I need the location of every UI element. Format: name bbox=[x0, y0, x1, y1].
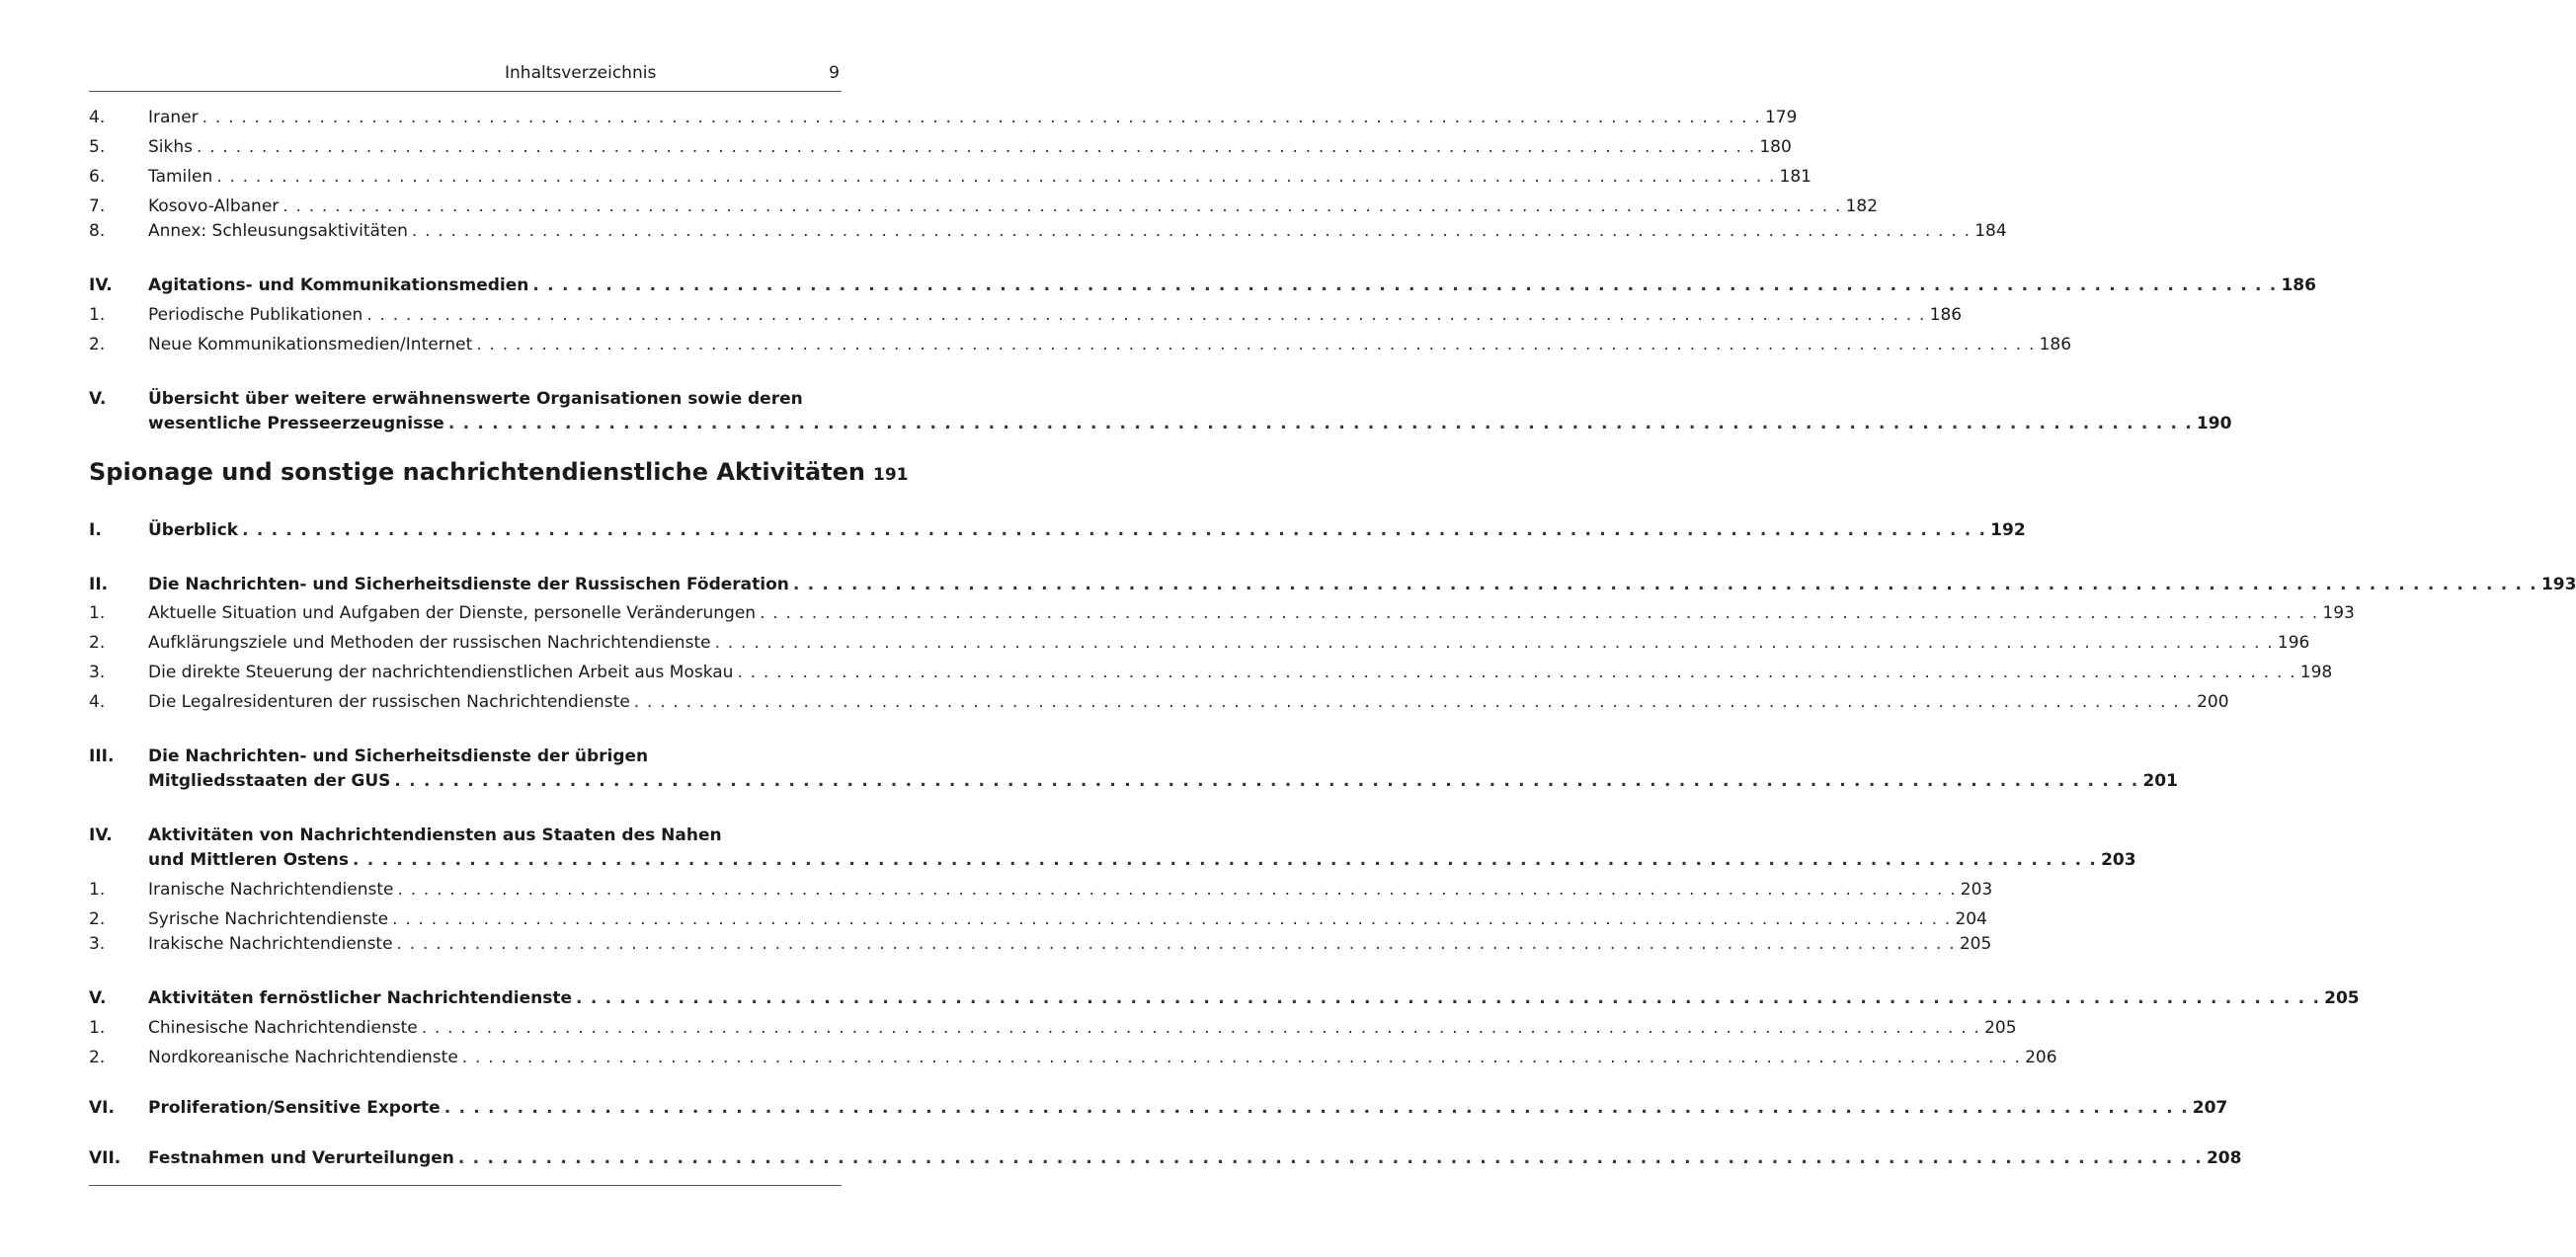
toc-entry[interactable] bbox=[89, 221, 2007, 245]
toc-section-continued[interactable] bbox=[89, 850, 2136, 874]
toc-page: 203 bbox=[2101, 850, 2136, 870]
dot-leader: . . . . . . . . . . . . . . . . . . . . . . . . . . . . . . . . . . . . . . . . . . . . . . . . . . . . . . . . . . . . . . . . . . . . . . . . . . . . . . . . . . . . . . . . . . . . . . . . . . . . . . . . . . . . . . . . . . . . . . . . bbox=[447, 414, 2193, 433]
dot-leader: . . . . . . . . . . . . . . . . . . . . . . . . . . . . . . . . . . . . . . . . . . . . . . . . . . . . . . . . . . . . . . . . . . . . . . . . . . . . . . . . . . . . . . . . . . . . . . . . . . . . . . . . . . . . . . . . . . . . . . . . bbox=[461, 1048, 2022, 1067]
toc-page: 179 bbox=[1764, 108, 1798, 127]
dot-leader: . . . . . . . . . . . . . . . . . . . . . . . . . . . . . . . . . . . . . . . . . . . . . . . . . . . . . . . . . . . . . . . . . . . . . . . . . . . . . . . . . . . . . . . . . . . . . . . . . . . . . . . . . . . . . . . . . . . . . . . . bbox=[457, 1148, 2203, 1168]
toc-title: Syrische Nachrichtendienste bbox=[148, 909, 389, 929]
toc-section[interactable] bbox=[89, 575, 2576, 598]
dot-leader: . . . . . . . . . . . . . . . . . . . . . . . . . . . . . . . . . . . . . . . . . . . . . . . . . . . . . . . . . . . . . . . . . . . . . . . . . . . . . . . . . . . . . . . . . . . . . . . . . . . . . . . . . . . . . . . . . . . . . . . . bbox=[737, 663, 2296, 682]
toc-title: Kosovo-Albaner bbox=[148, 196, 280, 216]
toc-entry[interactable] bbox=[89, 108, 1798, 131]
toc-page: 191 bbox=[872, 465, 909, 485]
toc-title: Agitations- und Kommunikationsmedien bbox=[148, 275, 529, 295]
dot-leader: . . . . . . . . . . . . . . . . . . . . . . . . . . . . . . . . . . . . . . . . . . . . . . . . . . . . . . . . . . . . . . . . . . . . . . . . . . . . . . . . . . . . . . . . . . . . . . . . . . . . . . . . . . . . . . . . . . . . . . . . bbox=[201, 108, 1761, 127]
toc-page: 207 bbox=[2192, 1098, 2228, 1118]
toc-page: 186 bbox=[1929, 305, 1963, 325]
toc-entry[interactable] bbox=[89, 167, 1811, 191]
toc-entry[interactable] bbox=[89, 663, 2333, 686]
toc-entry[interactable] bbox=[89, 1018, 2017, 1042]
toc-number: 6. bbox=[89, 167, 106, 187]
dot-leader: . . . . . . . . . . . . . . . . . . . . . . . . . . . . . . . . . . . . . . . . . . . . . . . . . . . . . . . . . . . . . . . . . . . . . . . . . . . . . . . . . . . . . . . . . . . . . . . . . . . . . . . . . . . . . . . . . . . . . . . . bbox=[532, 275, 2278, 295]
toc-section[interactable] bbox=[89, 275, 2316, 299]
dot-leader: . . . . . . . . . . . . . . . . . . . . . . . . . . . . . . . . . . . . . . . . . . . . . . . . . . . . . . . . . . . . . . . . . . . . . . . . . . . . . . . . . . . . . . . . . . . . . . . . . . . . . . . . . . . . . . . . . . . . . . . . bbox=[760, 603, 2319, 623]
dot-leader: . . . . . . . . . . . . . . . . . . . . . . . . . . . . . . . . . . . . . . . . . . . . . . . . . . . . . . . . . . . . . . . . . . . . . . . . . . . . . . . . . . . . . . . . . . . . . . . . . . . . . . . . . . . . . . . . . . . . . . . . bbox=[443, 1098, 2189, 1118]
dot-leader: . . . . . . . . . . . . . . . . . . . . . . . . . . . . . . . . . . . . . . . . . . . . . . . . . . . . . . . . . . . . . . . . . . . . . . . . . . . . . . . . . . . . . . . . . . . . . . . . . . . . . . . . . . . . . . . . . . . . . . . . bbox=[366, 305, 1926, 325]
toc-chapter[interactable] bbox=[89, 458, 909, 486]
toc-title: Iranische Nachrichtendienste bbox=[148, 880, 394, 900]
toc-number: 7. bbox=[89, 196, 106, 216]
toc-title-continued: Mitgliedsstaaten der GUS bbox=[148, 771, 391, 791]
dot-leader: . . . . . . . . . . . . . . . . . . . . . . . . . . . . . . . . . . . . . . . . . . . . . . . . . . . . . . . . . . . . . . . . . . . . . . . . . . . . . . . . . . . . . . . . . . . . . . . . . . . . . . . . . . . . . . . . . . . . . . . . bbox=[282, 196, 1842, 216]
dot-leader: . . . . . . . . . . . . . . . . . . . . . . . . . . . . . . . . . . . . . . . . . . . . . . . . . . . . . . . . . . . . . . . . . . . . . . . . . . . . . . . . . . . . . . . . . . . . . . . . . . . . . . . . . . . . . . . . . . . . . . . . bbox=[633, 692, 2194, 712]
toc-page: 205 bbox=[1959, 934, 1992, 954]
toc-entry[interactable] bbox=[89, 335, 2072, 358]
running-title: Inhaltsverzeichnis bbox=[505, 63, 657, 83]
toc-entry[interactable] bbox=[89, 633, 2310, 657]
toc-entry[interactable] bbox=[89, 692, 2229, 716]
toc-page: 192 bbox=[1990, 520, 2026, 540]
toc-number: 1. bbox=[89, 1018, 106, 1038]
toc-number: 2. bbox=[89, 633, 106, 653]
page-header bbox=[89, 61, 842, 92]
toc-number: V. bbox=[89, 988, 107, 1008]
toc-page: 204 bbox=[1955, 909, 1987, 929]
toc-title-continued: wesentliche Presseerzeugnisse bbox=[148, 414, 444, 433]
toc-section[interactable] bbox=[89, 988, 2360, 1012]
toc-number: III. bbox=[89, 746, 115, 766]
toc-section[interactable] bbox=[89, 1148, 2242, 1172]
chapter-title: Spionage und sonstige nachrichtendienstliche Aktivitäten bbox=[89, 458, 865, 486]
toc-number: IV. bbox=[89, 825, 113, 845]
toc-section[interactable] bbox=[89, 825, 842, 849]
toc-section[interactable] bbox=[89, 520, 2026, 544]
toc-number: 8. bbox=[89, 221, 106, 241]
toc-number: II. bbox=[89, 575, 109, 594]
toc-entry[interactable] bbox=[89, 196, 1879, 220]
toc-title: Überblick bbox=[148, 520, 239, 540]
toc-entry[interactable] bbox=[89, 137, 1792, 161]
toc-page: 193 bbox=[2322, 603, 2355, 623]
dot-leader: . . . . . . . . . . . . . . . . . . . . . . . . . . . . . . . . . . . . . . . . . . . . . . . . . . . . . . . . . . . . . . . . . . . . . . . . . . . . . . . . . . . . . . . . . . . . . . . . . . . . . . . . . . . . . . . . . . . . . . . . bbox=[421, 1018, 1981, 1038]
toc-page: 198 bbox=[2299, 663, 2333, 682]
toc-title: Irakische Nachrichtendienste bbox=[148, 934, 393, 954]
dot-leader: . . . . . . . . . . . . . . . . . . . . . . . . . . . . . . . . . . . . . . . . . . . . . . . . . . . . . . . . . . . . . . . . . . . . . . . . . . . . . . . . . . . . . . . . . . . . . . . . . . . . . . . . . . . . . . . . . . . . . . . . bbox=[394, 771, 2139, 791]
toc-title: Iraner bbox=[148, 108, 199, 127]
toc-entry[interactable] bbox=[89, 909, 1987, 933]
toc-title: Aktivitäten von Nachrichtendiensten aus Staaten des Nahen bbox=[148, 825, 722, 845]
toc-entry[interactable] bbox=[89, 934, 1992, 958]
toc-title-continued: und Mittleren Ostens bbox=[148, 850, 350, 870]
toc-page: 190 bbox=[2196, 414, 2232, 433]
toc-number: 3. bbox=[89, 663, 106, 682]
toc-number: 3. bbox=[89, 934, 106, 954]
toc-number: 4. bbox=[89, 692, 106, 712]
toc-title: Chinesische Nachrichtendienste bbox=[148, 1018, 418, 1038]
toc-page: 203 bbox=[1960, 880, 1993, 900]
toc-number: 1. bbox=[89, 603, 106, 623]
dot-leader: . . . . . . . . . . . . . . . . . . . . . . . . . . . . . . . . . . . . . . . . . . . . . . . . . . . . . . . . . . . . . . . . . . . . . . . . . . . . . . . . . . . . . . . . . . . . . . . . . . . . . . . . . . . . . . . . . . . . . . . . bbox=[396, 934, 1956, 954]
toc-page: 182 bbox=[1845, 196, 1879, 216]
toc-page: 206 bbox=[2025, 1048, 2057, 1067]
toc-number: 2. bbox=[89, 909, 106, 929]
dot-leader: . . . . . . . . . . . . . . . . . . . . . . . . . . . . . . . . . . . . . . . . . . . . . . . . . . . . . . . . . . . . . . . . . . . . . . . . . . . . . . . . . . . . . . . . . . . . . . . . . . . . . . . . . . . . . . . . . . . . . . . . bbox=[476, 335, 2036, 354]
toc-number: 4. bbox=[89, 108, 106, 127]
toc-page: 200 bbox=[2197, 692, 2229, 712]
toc-title: Neue Kommunikationsmedien/Internet bbox=[148, 335, 473, 354]
dot-leader: . . . . . . . . . . . . . . . . . . . . . . . . . . . . . . . . . . . . . . . . . . . . . . . . . . . . . . . . . . . . . . . . . . . . . . . . . . . . . . . . . . . . . . . . . . . . . . . . . . . . . . . . . . . . . . . . . . . . . . . . bbox=[197, 137, 1756, 157]
toc-number: I. bbox=[89, 520, 102, 540]
toc-number: V. bbox=[89, 389, 107, 409]
toc-number: 1. bbox=[89, 305, 106, 325]
toc-title: Festnahmen und Verurteilungen bbox=[148, 1148, 454, 1168]
dot-leader: . . . . . . . . . . . . . . . . . . . . . . . . . . . . . . . . . . . . . . . . . . . . . . . . . . . . . . . . . . . . . . . . . . . . . . . . . . . . . . . . . . . . . . . . . . . . . . . . . . . . . . . . . . . . . . . . . . . . . . . . bbox=[714, 633, 2274, 653]
toc-number: 2. bbox=[89, 1048, 106, 1067]
toc-title: Periodische Publikationen bbox=[148, 305, 363, 325]
toc-title: Übersicht über weitere erwähnenswerte Organisationen sowie deren bbox=[148, 389, 803, 409]
toc-page: 180 bbox=[1759, 137, 1792, 157]
toc-number: VII. bbox=[89, 1148, 121, 1168]
toc-title: Die Legalresidenturen der russischen Nachrichtendienste bbox=[148, 692, 630, 712]
toc-page: 181 bbox=[1779, 167, 1811, 187]
toc-section[interactable] bbox=[89, 746, 842, 770]
toc-section[interactable] bbox=[89, 1098, 2228, 1122]
toc-section-continued[interactable] bbox=[89, 414, 2232, 437]
toc-title: Proliferation/Sensitive Exporte bbox=[148, 1098, 441, 1118]
toc-title: Aufklärungsziele und Methoden der russischen Nachrichtendienste bbox=[148, 633, 711, 653]
toc-page: 193 bbox=[2540, 575, 2576, 594]
toc-entry[interactable] bbox=[89, 1048, 2057, 1071]
dot-leader: . . . . . . . . . . . . . . . . . . . . . . . . . . . . . . . . . . . . . . . . . . . . . . . . . . . . . . . . . . . . . . . . . . . . . . . . . . . . . . . . . . . . . . . . . . . . . . . . . . . . . . . . . . . . . . . . . . . . . . . . bbox=[397, 880, 1957, 900]
toc-number: VI. bbox=[89, 1098, 115, 1118]
dot-leader: . . . . . . . . . . . . . . . . . . . . . . . . . . . . . . . . . . . . . . . . . . . . . . . . . . . . . . . . . . . . . . . . . . . . . . . . . . . . . . . . . . . . . . . . . . . . . . . . . . . . . . . . . . . . . . . . . . . . . . . . bbox=[392, 909, 1952, 929]
toc-title: Aktuelle Situation und Aufgaben der Dienste, personelle Veränderungen bbox=[148, 603, 757, 623]
toc-title: Aktivitäten fernöstlicher Nachrichtendienste bbox=[148, 988, 573, 1008]
toc-section-continued[interactable] bbox=[89, 771, 2178, 795]
dot-leader: . . . . . . . . . . . . . . . . . . . . . . . . . . . . . . . . . . . . . . . . . . . . . . . . . . . . . . . . . . . . . . . . . . . . . . . . . . . . . . . . . . . . . . . . . . . . . . . . . . . . . . . . . . . . . . . . . . . . . . . . bbox=[792, 575, 2537, 594]
toc-page: 205 bbox=[1984, 1018, 2017, 1038]
toc-number: 2. bbox=[89, 335, 106, 354]
toc-page: 205 bbox=[2324, 988, 2360, 1008]
toc-page: 186 bbox=[2039, 335, 2072, 354]
toc-title: Tamilen bbox=[148, 167, 213, 187]
toc-number: 1. bbox=[89, 880, 106, 900]
dot-leader: . . . . . . . . . . . . . . . . . . . . . . . . . . . . . . . . . . . . . . . . . . . . . . . . . . . . . . . . . . . . . . . . . . . . . . . . . . . . . . . . . . . . . . . . . . . . . . . . . . . . . . . . . . . . . . . . . . . . . . . . bbox=[411, 221, 1972, 241]
toc-number: IV. bbox=[89, 275, 113, 295]
dot-leader: . . . . . . . . . . . . . . . . . . . . . . . . . . . . . . . . . . . . . . . . . . . . . . . . . . . . . . . . . . . . . . . . . . . . . . . . . . . . . . . . . . . . . . . . . . . . . . . . . . . . . . . . . . . . . . . . . . . . . . . . bbox=[216, 167, 1776, 187]
toc-title: Sikhs bbox=[148, 137, 193, 157]
toc-page: 186 bbox=[2281, 275, 2316, 295]
toc-title: Die Nachrichten- und Sicherheitsdienste der übrigen bbox=[148, 746, 649, 766]
dot-leader: . . . . . . . . . . . . . . . . . . . . . . . . . . . . . . . . . . . . . . . . . . . . . . . . . . . . . . . . . . . . . . . . . . . . . . . . . . . . . . . . . . . . . . . . . . . . . . . . . . . . . . . . . . . . . . . . . . . . . . . . bbox=[353, 850, 2098, 870]
toc-title: Nordkoreanische Nachrichtendienste bbox=[148, 1048, 458, 1067]
toc-page: 184 bbox=[1974, 221, 2007, 241]
toc-title: Annex: Schleusungsaktivitäten bbox=[148, 221, 408, 241]
bottom-rule bbox=[89, 1185, 842, 1186]
toc-entry[interactable] bbox=[89, 305, 1963, 329]
toc-section[interactable] bbox=[89, 389, 842, 413]
toc-page: 201 bbox=[2142, 771, 2178, 791]
toc-entry[interactable] bbox=[89, 880, 1993, 903]
toc-number: 5. bbox=[89, 137, 106, 157]
dot-leader: . . . . . . . . . . . . . . . . . . . . . . . . . . . . . . . . . . . . . . . . . . . . . . . . . . . . . . . . . . . . . . . . . . . . . . . . . . . . . . . . . . . . . . . . . . . . . . . . . . . . . . . . . . . . . . . . . . . . . . . . bbox=[242, 520, 1987, 540]
toc-page: 196 bbox=[2277, 633, 2310, 653]
toc-page: 208 bbox=[2206, 1148, 2242, 1168]
dot-leader: . . . . . . . . . . . . . . . . . . . . . . . . . . . . . . . . . . . . . . . . . . . . . . . . . . . . . . . . . . . . . . . . . . . . . . . . . . . . . . . . . . . . . . . . . . . . . . . . . . . . . . . . . . . . . . . . . . . . . . . . bbox=[576, 988, 2321, 1008]
toc-entry[interactable] bbox=[89, 603, 2355, 627]
page-number: 9 bbox=[829, 63, 840, 83]
toc-title: Die Nachrichten- und Sicherheitsdienste der Russischen Föderation bbox=[148, 575, 789, 594]
toc-title: Die direkte Steuerung der nachrichtendienstlichen Arbeit aus Moskau bbox=[148, 663, 734, 682]
